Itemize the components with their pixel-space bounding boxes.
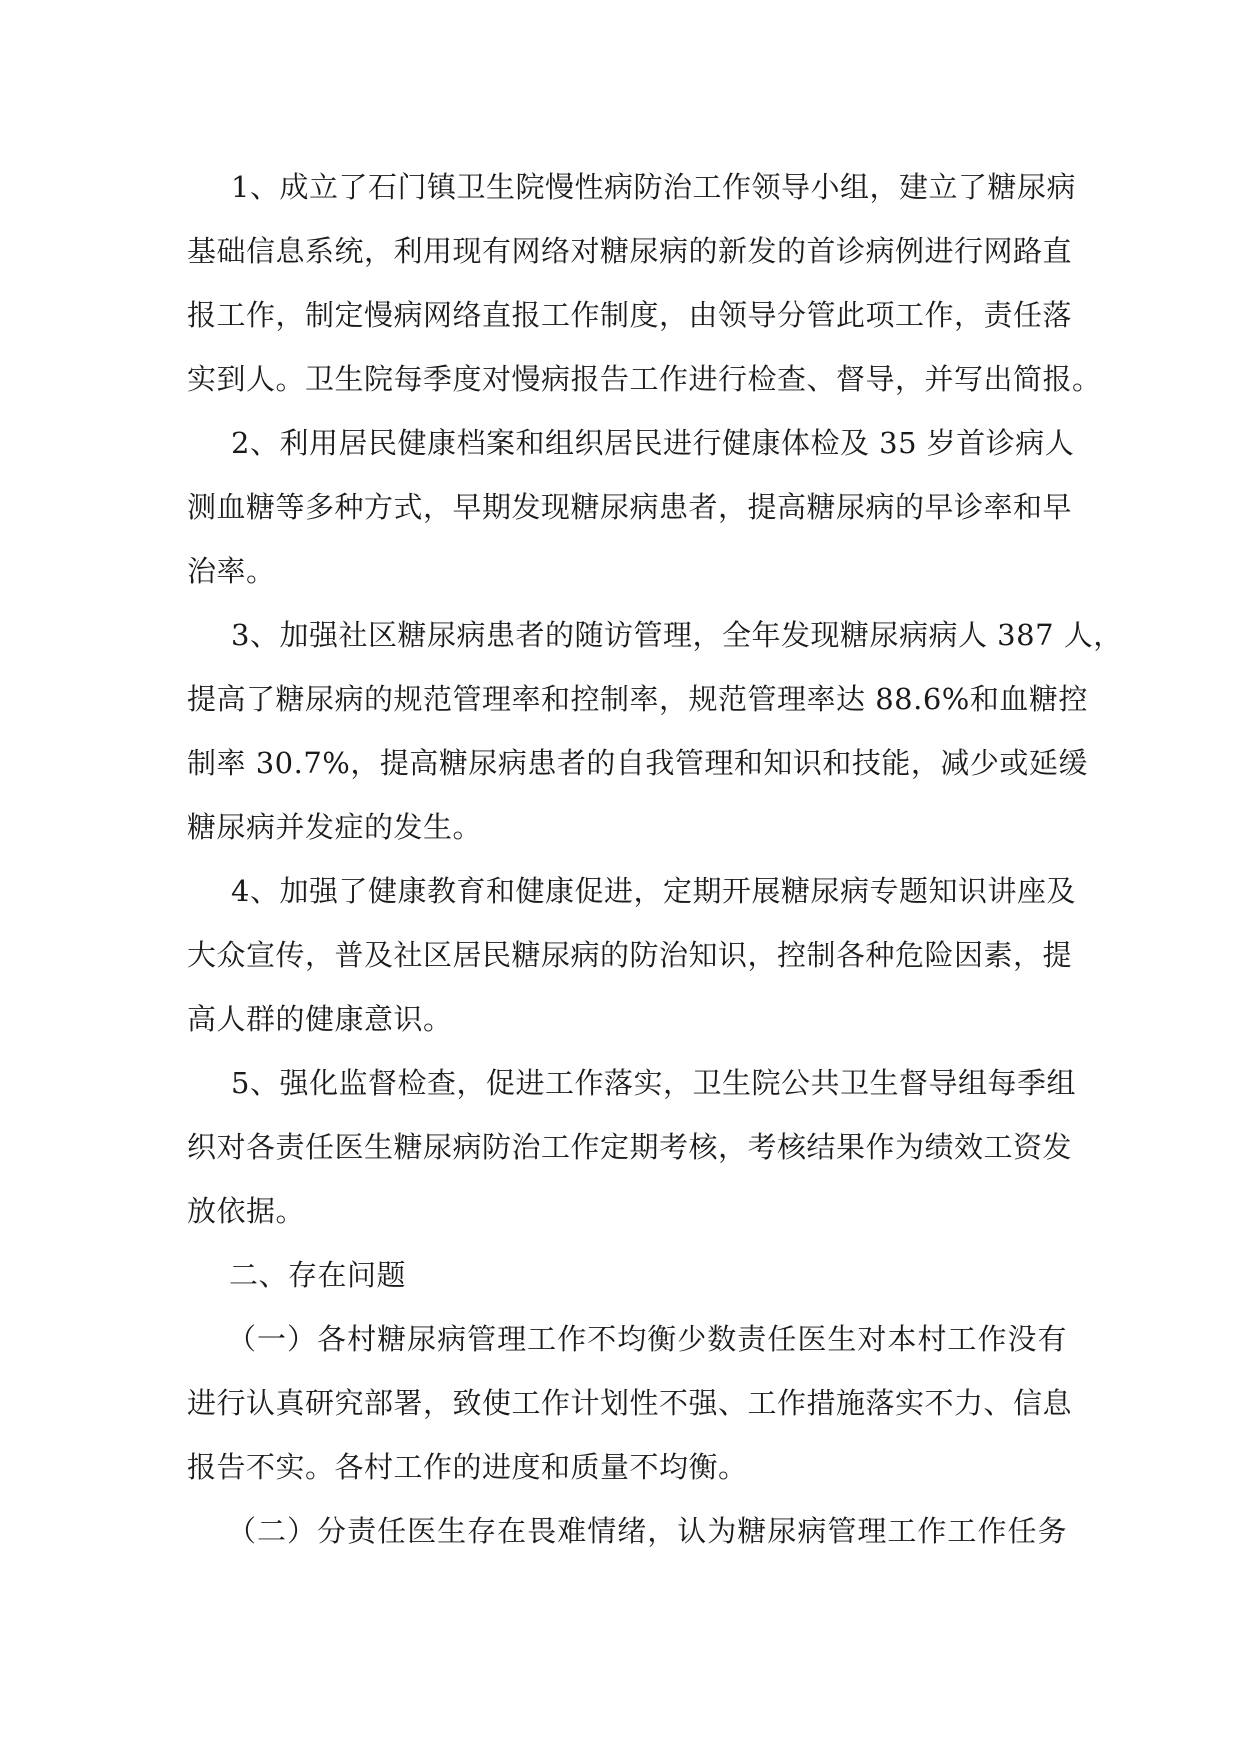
text-line: 糖尿病并发症的发生。	[187, 810, 483, 844]
text-line: 2、利用居民健康档案和组织居民进行健康体检及 35 岁首诊病人	[231, 426, 1075, 460]
paragraph-1	[187, 155, 1102, 411]
section-heading	[187, 1243, 1067, 1307]
text-line: 提高了糖尿病的规范管理率和控制率，规范管理率达 88.6%和血糖控	[187, 682, 1088, 716]
paragraph-5	[187, 1051, 1076, 1243]
text-line: 织对各责任医生糖尿病防治工作定期考核，考核结果作为绩效工资发	[187, 1130, 1073, 1164]
section-heading-text: 二、存在问题	[229, 1258, 407, 1292]
text-line: （二）分责任医生存在畏难情绪，认为糖尿病管理工作工作任务	[227, 1514, 1067, 1548]
paragraph-3	[187, 603, 1123, 859]
text-line: 报告不实。各村工作的进度和质量不均衡。	[187, 1450, 748, 1484]
paragraph-4	[187, 859, 1076, 1051]
text-line: 5、强化监督检查，促进工作落实，卫生院公共卫生督导组每季组	[231, 1066, 1076, 1100]
text-line: 高人群的健康意识。	[187, 1002, 453, 1036]
document-body	[187, 155, 1123, 1563]
text-line: 进行认真研究部署，致使工作计划性不强、工作措施落实不力、信息	[187, 1386, 1073, 1420]
text-line: 测血糖等多种方式，早期发现糖尿病患者，提高糖尿病的早诊率和早	[187, 490, 1073, 524]
text-line: 1、成立了石门镇卫生院慢性病防治工作领导小组，建立了糖尿病	[231, 170, 1076, 204]
text-line: 4、加强了健康教育和健康促进，定期开展糖尿病专题知识讲座及	[231, 874, 1076, 908]
text-line: 制率 30.7%，提高糖尿病患者的自我管理和知识和技能，减少或延缓	[187, 746, 1088, 780]
paragraph-7	[187, 1499, 1067, 1563]
text-line: 治率。	[187, 554, 276, 588]
text-line: 实到人。卫生院每季度对慢病报告工作进行检查、督导，并写出简报。	[187, 362, 1102, 396]
paragraph-6	[187, 1307, 1073, 1499]
text-line: 基础信息系统，利用现有网络对糖尿病的新发的首诊病例进行网路直	[187, 234, 1073, 268]
text-line: （一）各村糖尿病管理工作不均衡少数责任医生对本村工作没有	[227, 1322, 1067, 1356]
text-line: 3、加强社区糖尿病患者的随访管理，全年发现糖尿病病人 387 人，	[231, 618, 1123, 652]
text-line: 放依据。	[187, 1194, 306, 1228]
paragraph-2	[187, 411, 1075, 603]
text-line: 大众宣传，普及社区居民糖尿病的防治知识，控制各种危险因素，提	[187, 938, 1073, 972]
text-line: 报工作，制定慢病网络直报工作制度，由领导分管此项工作，责任落	[187, 298, 1073, 332]
